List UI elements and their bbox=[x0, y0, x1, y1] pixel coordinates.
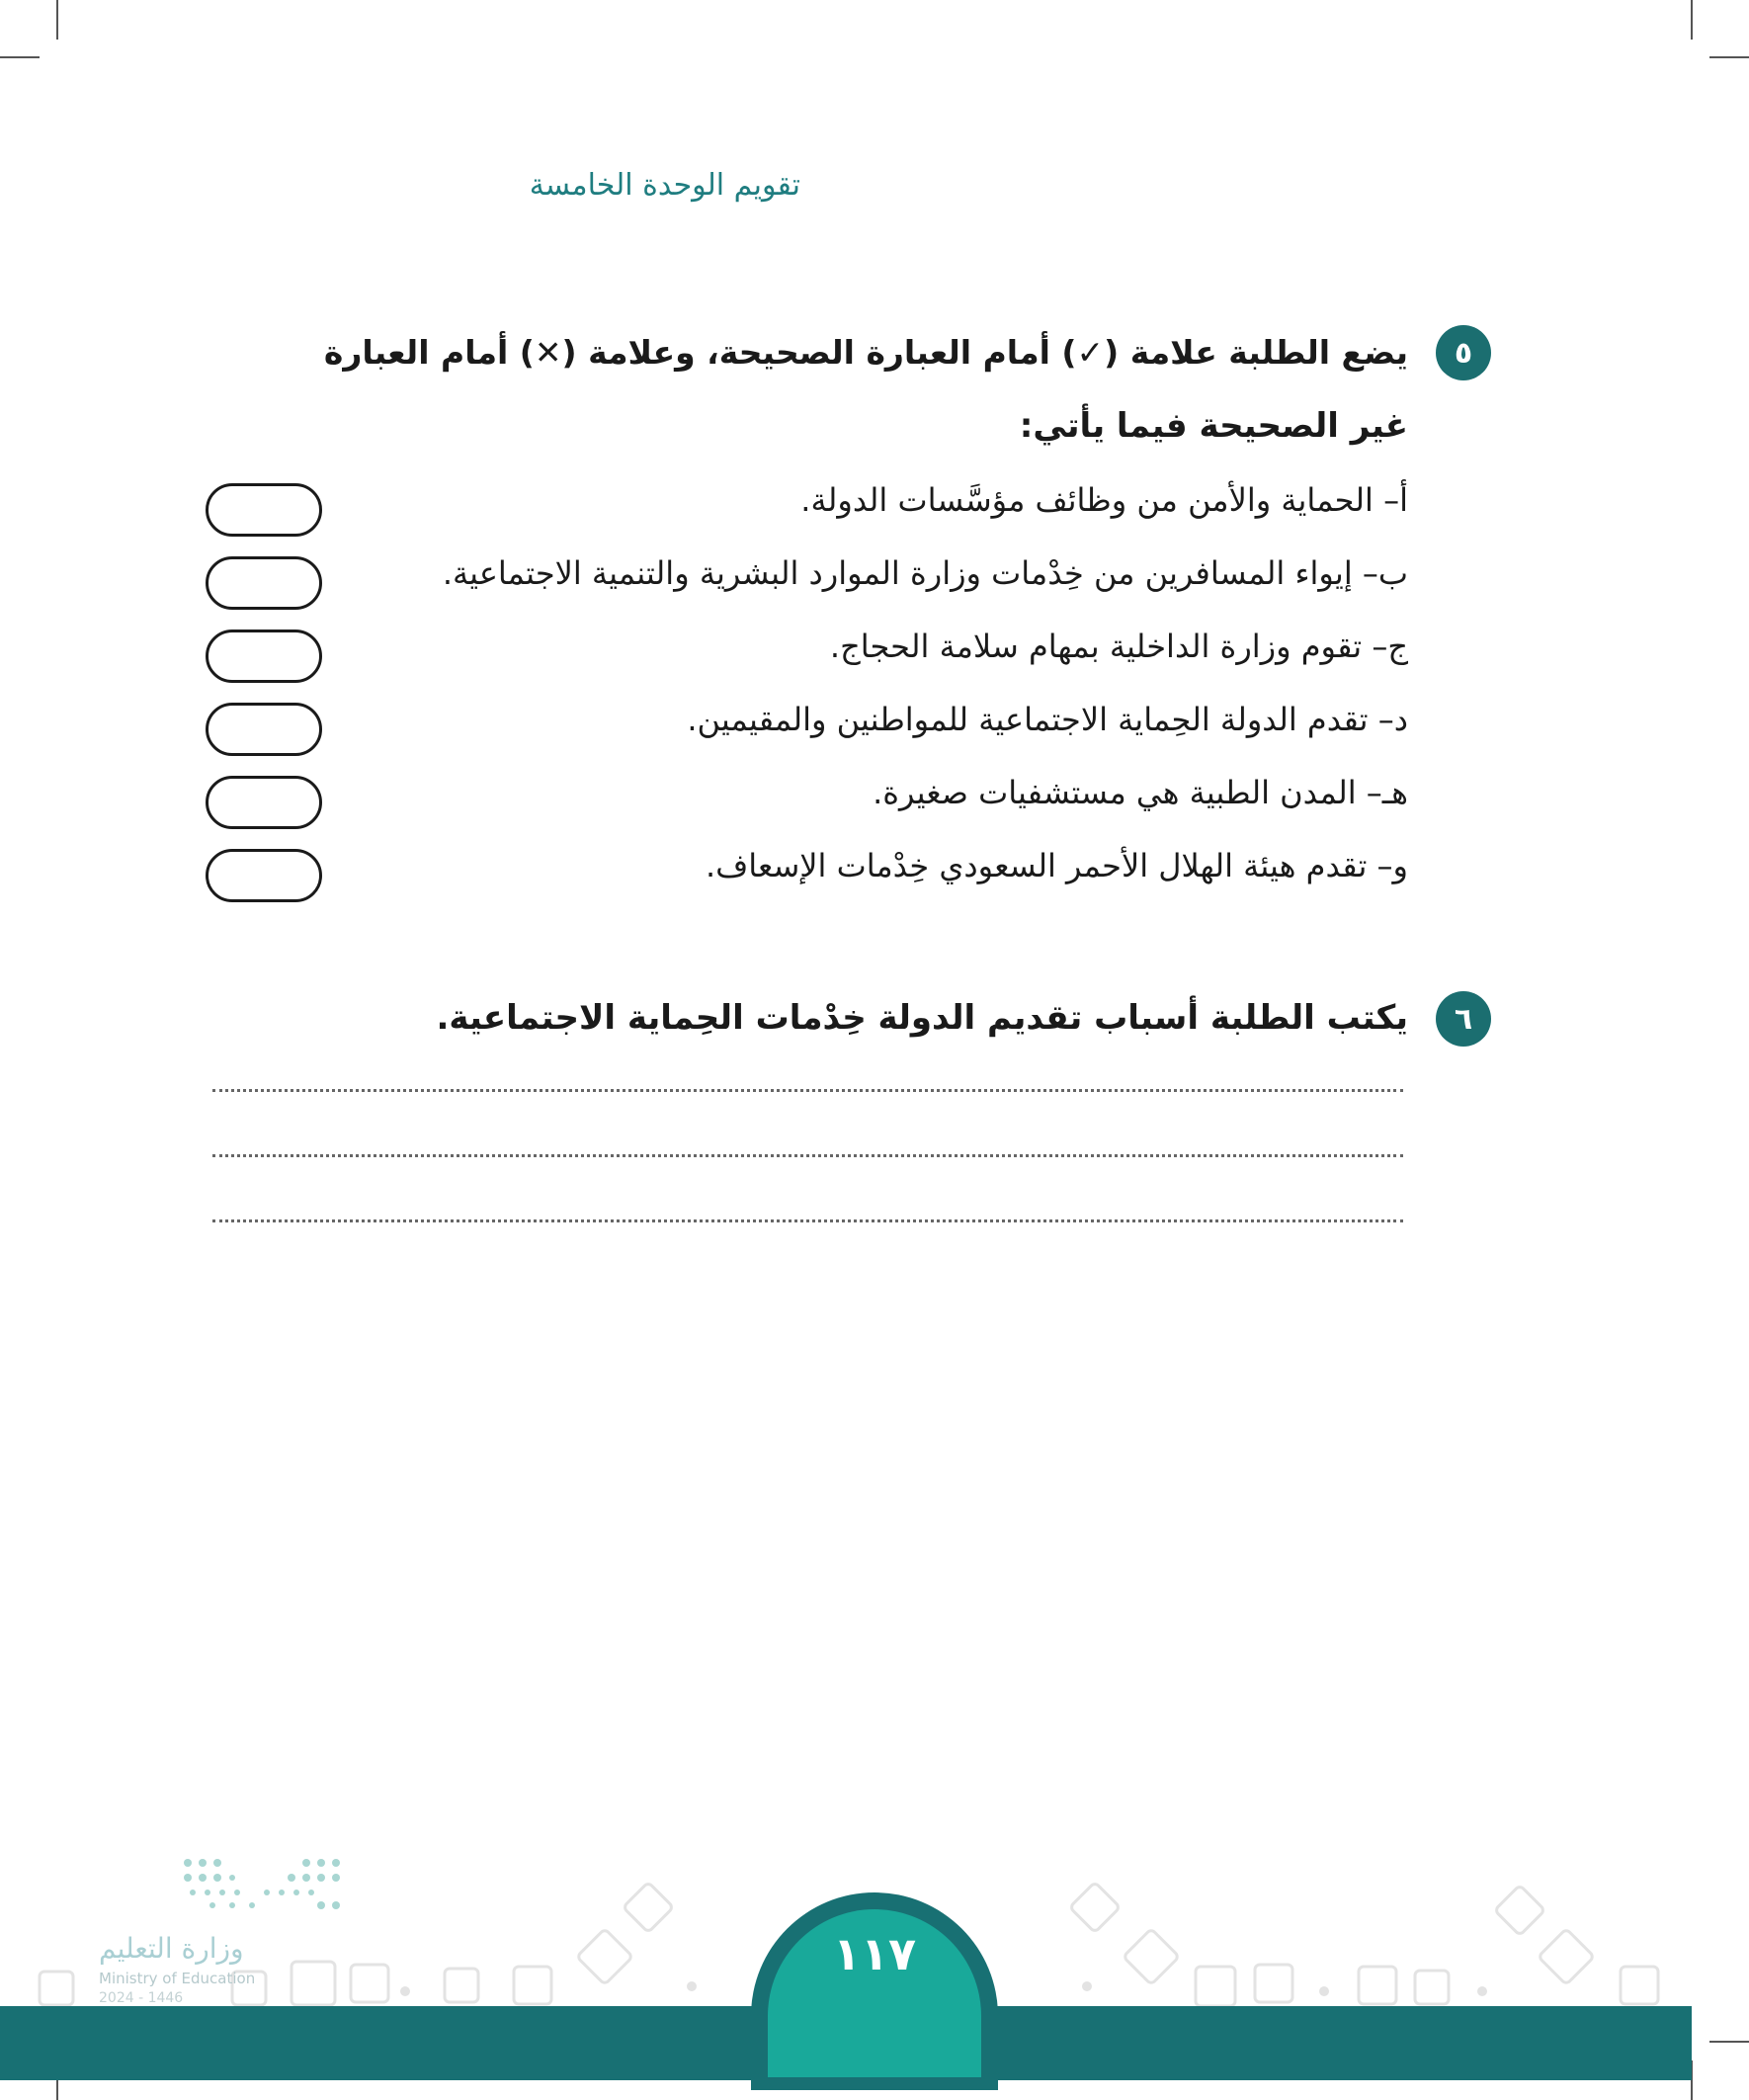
statement-item: د– تقدم الدولة الحِماية الاجتماعية للمواطنين والمقيمين. bbox=[687, 701, 1408, 738]
answer-box[interactable] bbox=[206, 556, 322, 610]
unit-title: تقويم الوحدة الخامسة bbox=[529, 168, 800, 203]
statement-item: ب– إيواء المسافرين من خِدْمات وزارة الموارد البشرية والتنمية الاجتماعية. bbox=[442, 554, 1408, 592]
answer-box[interactable] bbox=[206, 849, 322, 902]
statement-item: أ– الحماية والأمن من وظائف مؤسَّسات الدولة. bbox=[800, 481, 1408, 519]
question-5-prompt-line1: يضع الطلبة علامة (✓) أمام العبارة الصحيحة، وعلامة (✕) أمام العبارة bbox=[323, 333, 1408, 372]
crop-mark bbox=[1709, 56, 1749, 58]
answer-box[interactable] bbox=[206, 776, 322, 829]
ministry-name-english: Ministry of Education bbox=[99, 1970, 256, 1987]
statement-item: ج– تقوم وزارة الداخلية بمهام سلامة الحجاج. bbox=[829, 628, 1408, 665]
crop-mark bbox=[1691, 0, 1693, 40]
answer-box[interactable] bbox=[206, 703, 322, 756]
statement-item: و– تقدم هيئة الهلال الأحمر السعودي خِدْمات الإسعاف. bbox=[705, 847, 1408, 884]
question-5-badge: ٥ bbox=[1436, 325, 1491, 380]
question-5-prompt-line2: غير الصحيحة فيما يأتي: bbox=[1019, 406, 1408, 446]
statement-item: هـ– المدن الطبية هي مستشفيات صغيرة. bbox=[873, 774, 1408, 811]
answer-box[interactable] bbox=[206, 483, 322, 537]
ministry-year: 2024 - 1446 bbox=[99, 1990, 184, 2006]
ministry-name-arabic: وزارة التعليم bbox=[99, 1932, 244, 1965]
answer-line[interactable] bbox=[212, 1219, 1403, 1222]
crop-mark bbox=[1709, 2041, 1749, 2043]
question-6-badge: ٦ bbox=[1436, 991, 1491, 1047]
answer-line[interactable] bbox=[212, 1089, 1403, 1092]
crop-mark bbox=[0, 56, 40, 58]
crop-mark bbox=[56, 0, 58, 40]
page-number: ١١٧ bbox=[832, 1927, 917, 1980]
question-6-prompt: يكتب الطلبة أسباب تقديم الدولة خِدْمات الحِماية الاجتماعية. bbox=[436, 998, 1408, 1038]
answer-box[interactable] bbox=[206, 630, 322, 683]
answer-line[interactable] bbox=[212, 1154, 1403, 1157]
